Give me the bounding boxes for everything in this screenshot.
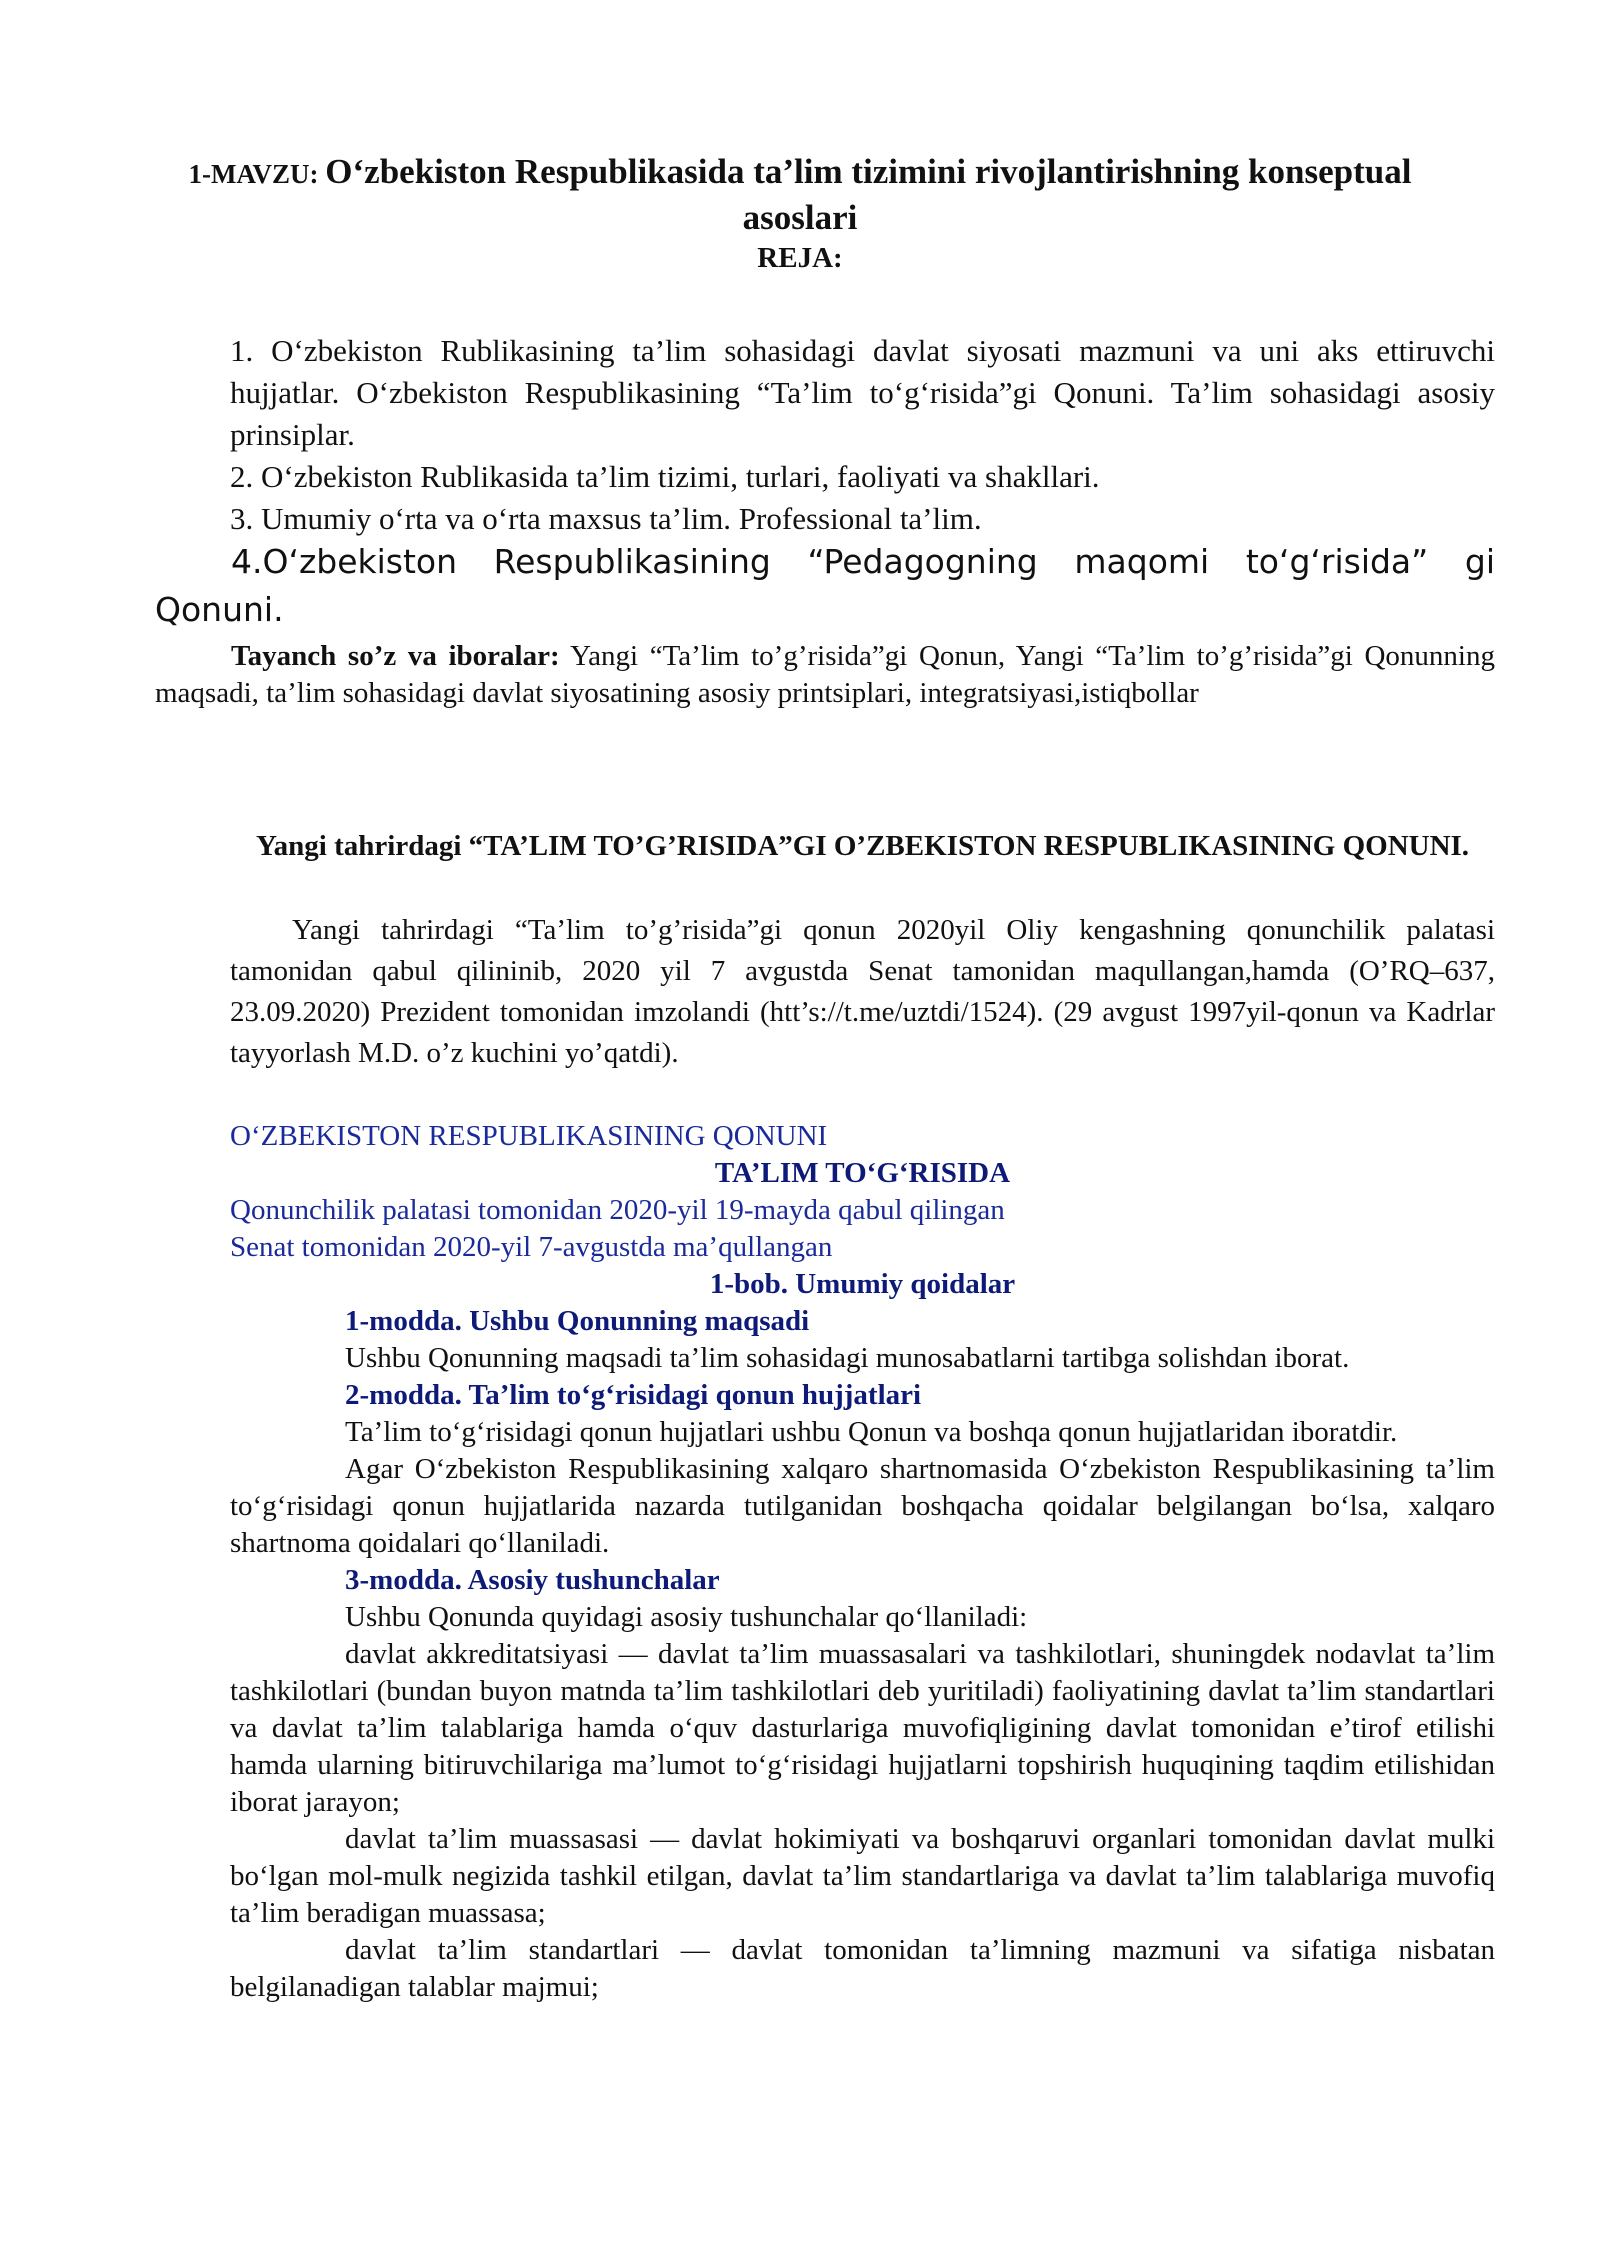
topic-title-text: O‘zbekiston Respublikasida ta’lim tizimini rivojlantirishning konseptual asoslari	[325, 152, 1412, 237]
keywords-label: Tayanch so’z va iboralar:	[231, 640, 560, 672]
plan-item-2: 2. O‘zbekiston Rublikasida ta’lim tizimi, turlari, faoliyati va shakllari.	[230, 459, 1100, 494]
plan-heading: REJA:	[757, 242, 843, 274]
law-adopted: Qonunchilik palatasi tomonidan 2020-yil 19-mayda qabul qilingan	[230, 1194, 1005, 1226]
law-text-block	[230, 1118, 1495, 2006]
plan-item-3: 3. Umumiy o‘rta va o‘rta maxsus ta’lim. Professional ta’lim.	[230, 501, 982, 536]
plan-item-4: 4.O‘zbekiston Respublikasining “Pedagogning maqomi to‘g‘risida” gi Qonuni.	[155, 542, 1495, 629]
article-3-text-1: Ushbu Qonunda quyidagi asosiy tushunchalar qo‘llaniladi:	[345, 1601, 1028, 1633]
article-1-title: 1-modda. Ushbu Qonunning maqsadi	[345, 1305, 810, 1337]
article-3-text-4: davlat ta’lim standartlari — davlat tomonidan ta’limning mazmuni va sifatiga nisbatan belgilanadigan talablar majmui;	[230, 1934, 1495, 2003]
article-2-text-1: Ta’lim to‘g‘risidagi qonun hujjatlari ushbu Qonun va boshqa qonun hujjatlaridan iboratdir.	[345, 1416, 1398, 1448]
plan-list	[230, 330, 1495, 540]
law-header: O‘ZBEKISTON RESPUBLIKASINING QONUNI	[230, 1120, 828, 1152]
law-approved: Senat tomonidan 2020-yil 7-avgustda ma’qullangan	[230, 1231, 833, 1263]
article-2-text-2: Agar O‘zbekiston Respublikasining xalqaro shartnomasida O‘zbekiston Respublikasining ta’lim to‘g‘risidagi qonun hujjatlarida nazarda tutilganidan boshqacha qoidalar belgilangan bo‘lsa, xalqaro shartnoma qoidalari qo‘llaniladi.	[230, 1453, 1495, 1559]
article-3-title: 3-modda. Asosiy tushunchalar	[345, 1564, 720, 1596]
topic-prefix: 1-MAVZU:	[188, 159, 326, 189]
keywords-text: Yangi “Ta’lim to’g’risida”gi Qonun, Yangi “Ta’lim to’g’risida”gi Qonunning maqsadi, ta’lim sohasidagi davlat siyosatining asosiy printsiplari, integratsiyasi,istiqbollar	[155, 640, 1495, 709]
topic-title	[160, 150, 1440, 276]
law-section-heading: Yangi tahrirdagi “TA’LIM TO’G’RISIDA”GI O’ZBEKISTON RESPUBLIKASINING QONUNI.	[255, 830, 1470, 862]
plan-item-1: 1. O‘zbekiston Rublikasining ta’lim sohasidagi davlat siyosati mazmuni va uni aks ettiruvchi hujjatlar. O‘zbekiston Respublikasining “Ta’lim to‘g‘risida”gi Qonuni. Ta’lim sohasidagi asosiy prinsiplar.	[230, 333, 1495, 452]
article-2-title: 2-modda. Ta’lim to‘g‘risidagi qonun hujjatlari	[345, 1379, 922, 1411]
article-3-text-3: davlat ta’lim muassasasi — davlat hokimiyati va boshqaruvi organlari tomonidan davlat mulki bo‘lgan mol-mulk negizida tashkil etilgan, davlat ta’lim standartlariga va davlat ta’lim talablariga muvofiq ta’lim beradigan muassasa;	[230, 1823, 1495, 1929]
law-intro-paragraph: Yangi tahrirdagi “Ta’lim to’g’risida”gi qonun 2020yil Oliy kengashning qonunchilik palatasi tamonidan qabul qilininib, 2020 yil 7 avgustda Senat tamonidan maqullangan,hamda (O’RQ–637, 23.09.2020) Prezident tomonidan imzolandi (htt’s://t.me/uztdi/1524). (29 avgust 1997yil-qonun va Kadrlar tayyorlash M.D. o’z kuchini yo’qatdi).	[230, 914, 1495, 1069]
keywords-paragraph	[155, 638, 1495, 712]
law-title: TA’LIM TO‘G‘RISIDA	[714, 1157, 1011, 1189]
article-1-text: Ushbu Qonunning maqsadi ta’lim sohasidagi munosabatlarni tartibga solishdan iborat.	[345, 1342, 1350, 1374]
chapter-title: 1-bob. Umumiy qoidalar	[709, 1268, 1016, 1300]
article-3-text-2: davlat akkreditatsiyasi — davlat ta’lim muassasalari va tashkilotlari, shuningdek nodavlat ta’lim tashkilotlari (bundan buyon matnda ta’lim tashkilotlari deb yuritiladi) faoliyatining davlat ta’lim standartlari va davlat ta’lim talablariga hamda o‘quv dasturlariga muvofiqligining davlat tomonidan e’tirof etilishi hamda ularning bitiruvchilariga ma’lumot to‘g‘risidagi hujjatlarni topshirish huquqining taqdim etilishidan iborat jarayon;	[230, 1638, 1495, 1818]
